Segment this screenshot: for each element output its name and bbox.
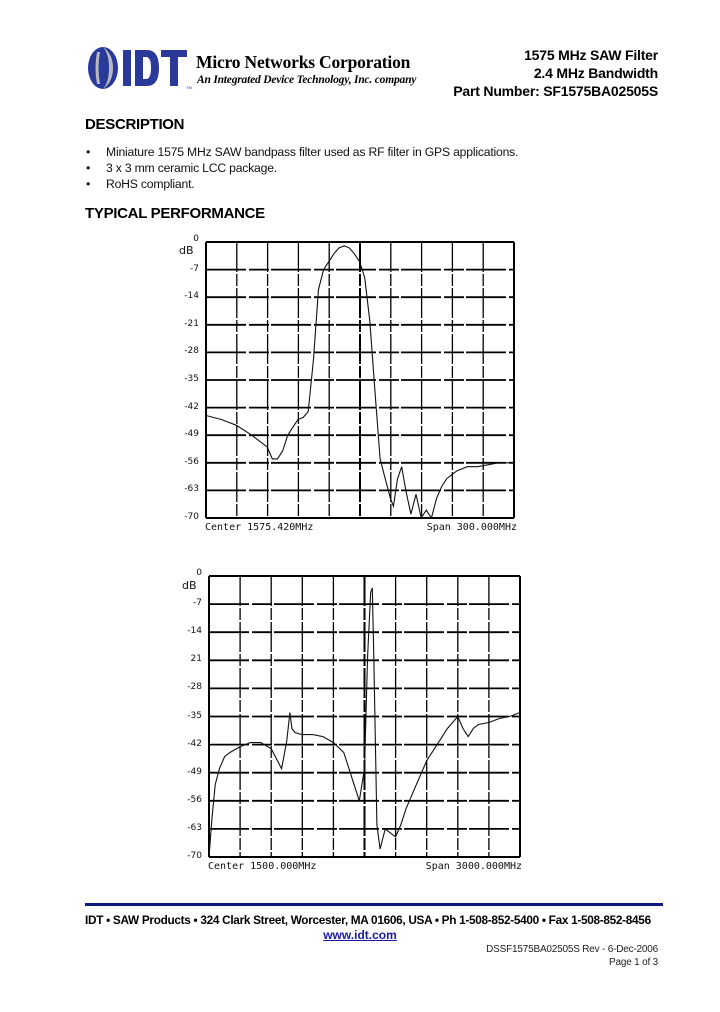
- description-list: [86, 144, 518, 192]
- y-tick-label: -42: [187, 738, 202, 749]
- y-tick-label: 0: [193, 234, 199, 244]
- document-id: DSSF1575BA02505S Rev - 6-Dec-2006: [486, 944, 658, 955]
- y-tick-label: -63: [184, 484, 199, 495]
- center-frequency-label: Center 1500.000MHz: [208, 861, 317, 872]
- y-tick-label: -70: [184, 512, 199, 522]
- y-tick-label: -35: [184, 374, 199, 384]
- y-tick-label: -42: [184, 401, 199, 412]
- y-tick-label: 0: [196, 568, 202, 578]
- part-number: Part Number: SF1575BA02505S: [453, 83, 658, 99]
- wideband-chart: [168, 566, 528, 876]
- span-label: Span 3000.000MHz: [425, 861, 522, 872]
- company-tagline: An Integrated Device Technology, Inc. company: [197, 74, 417, 86]
- company-name: Micro Networks Corporation: [196, 52, 411, 72]
- performance-title: TYPICAL PERFORMANCE: [85, 205, 265, 222]
- svg-text:TM: TM: [186, 85, 192, 90]
- y-axis-unit: dB: [182, 579, 197, 592]
- y-tick-label: -28: [187, 682, 202, 693]
- center-frequency-label: Center 1575.420MHz: [205, 522, 314, 533]
- list-item: • 3 x 3 mm ceramic LCC package.: [86, 161, 277, 175]
- contact-info: IDT • SAW Products • 324 Clark Street, Worcester, MA 01606, USA • Ph 1-508-852-5400 • Fax 1-508-852-8456: [85, 913, 651, 927]
- idt-logo: [87, 44, 193, 92]
- y-tick-label: -21: [184, 318, 199, 329]
- website-link[interactable]: www.idt.com: [323, 928, 397, 942]
- y-tick-label: -35: [187, 710, 202, 721]
- description-title: DESCRIPTION: [85, 116, 185, 133]
- span-label: Span 300.000MHz: [426, 522, 517, 533]
- product-header: [453, 46, 658, 100]
- y-axis-unit: dB: [179, 244, 194, 257]
- y-tick-label: 21: [190, 654, 202, 665]
- idt-logo-icon: [87, 44, 193, 92]
- y-tick-label: -56: [187, 794, 202, 805]
- document-info: [486, 943, 658, 969]
- y-tick-label: -28: [184, 346, 199, 357]
- y-tick-label: -49: [187, 766, 202, 777]
- y-tick-label: -14: [187, 626, 202, 637]
- y-tick-label: -7: [193, 598, 202, 609]
- website-container: [0, 928, 720, 942]
- list-item: • RoHS compliant.: [86, 177, 195, 191]
- footer-divider: [85, 903, 663, 906]
- y-tick-label: -49: [184, 429, 199, 440]
- product-bandwidth: 2.4 MHz Bandwidth: [533, 65, 658, 81]
- narrowband-chart: [165, 232, 525, 537]
- y-tick-label: -56: [184, 456, 199, 467]
- y-tick-label: -14: [184, 291, 199, 302]
- y-tick-label: -63: [187, 822, 202, 833]
- bullet-icon: •: [86, 177, 91, 191]
- bullet-icon: •: [86, 161, 91, 175]
- page-number: Page 1 of 3: [609, 957, 658, 968]
- list-item: • Miniature 1575 MHz SAW bandpass filter used as RF filter in GPS applications.: [86, 145, 519, 159]
- product-title: 1575 MHz SAW Filter: [524, 47, 658, 63]
- y-tick-label: -70: [187, 851, 202, 861]
- narrowband-plot: [205, 241, 515, 519]
- wideband-plot: [208, 575, 521, 858]
- y-tick-label: -7: [190, 263, 199, 274]
- bullet-icon: •: [86, 145, 91, 159]
